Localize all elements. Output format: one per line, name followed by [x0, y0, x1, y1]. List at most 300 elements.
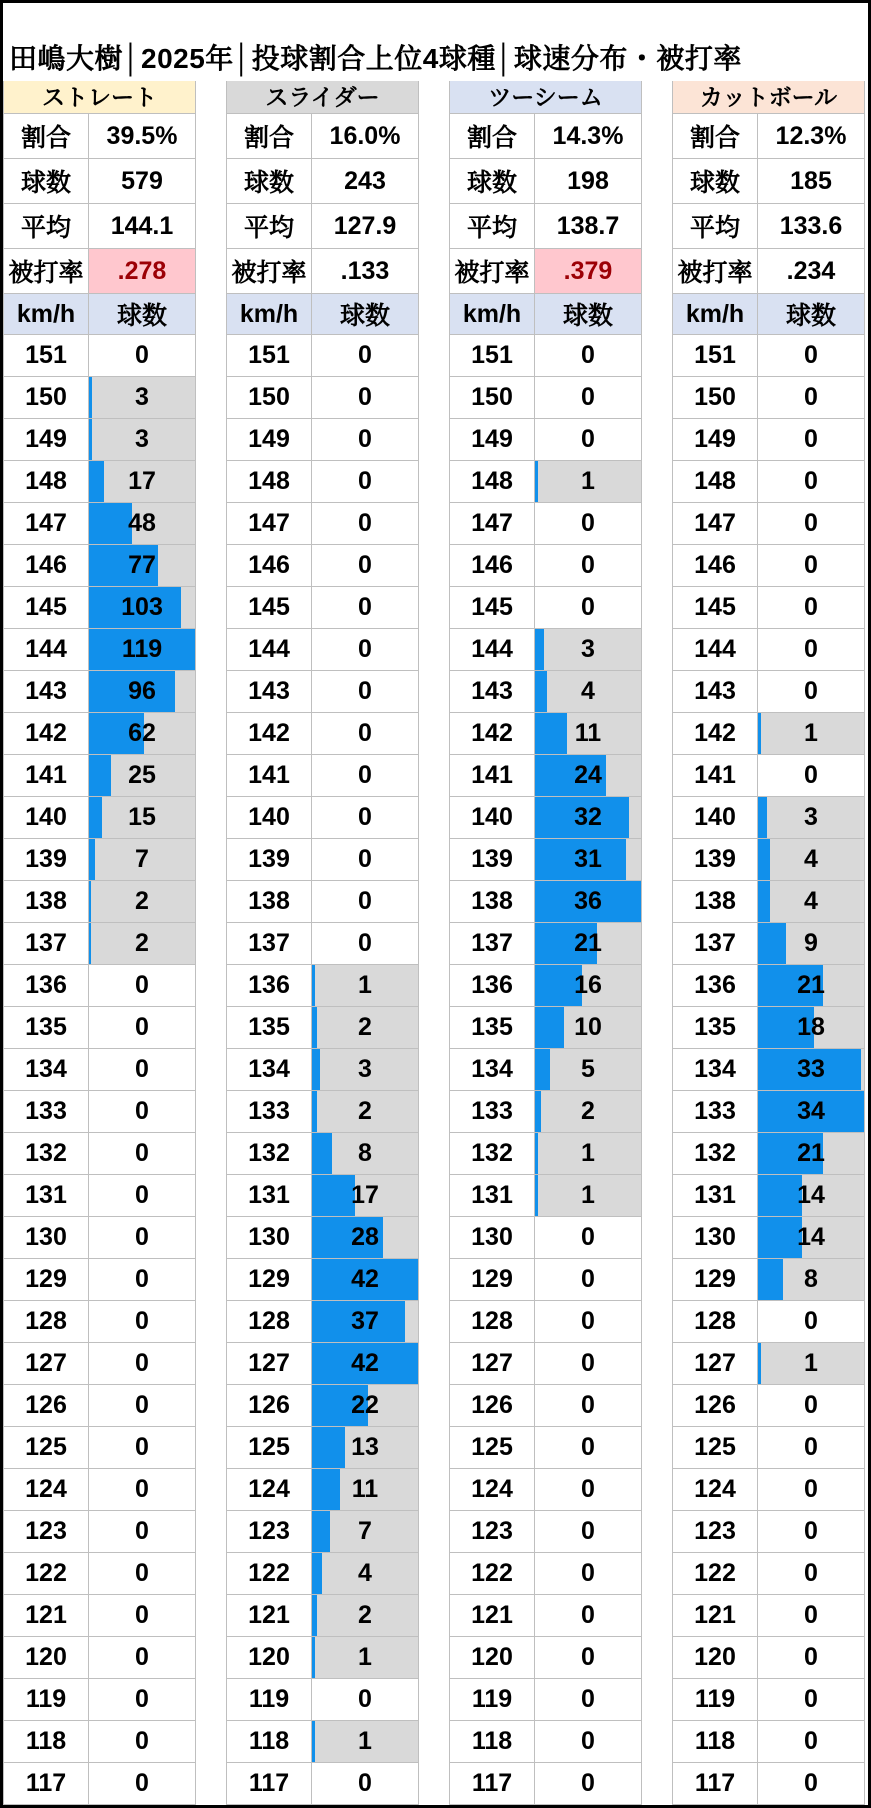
count-value: 0: [358, 593, 372, 621]
speed-cell: 128: [4, 1301, 89, 1343]
speed-cell: 123: [673, 1511, 758, 1553]
speed-row: [227, 839, 418, 881]
count-value: 0: [135, 1013, 149, 1041]
speed-cell: 137: [4, 923, 89, 965]
count-cell: [89, 545, 195, 587]
speed-row: [227, 755, 418, 797]
speed-cell: 134: [227, 1049, 312, 1091]
speed-row: [227, 377, 418, 419]
count-cell: [89, 461, 195, 503]
speed-row: [450, 755, 641, 797]
count-cell: [312, 1133, 418, 1175]
speed-cell: 143: [227, 671, 312, 713]
stat-label: 球数: [227, 159, 312, 204]
count-bar: [89, 755, 111, 796]
speed-row: [227, 629, 418, 671]
count-value: 0: [804, 677, 818, 705]
speed-cell: 123: [227, 1511, 312, 1553]
count-bar: [312, 1427, 345, 1468]
speed-cell: 128: [227, 1301, 312, 1343]
stat-row: [4, 204, 195, 249]
speed-cell: 148: [4, 461, 89, 503]
count-value: 10: [574, 1013, 602, 1041]
speed-cell: 132: [4, 1133, 89, 1175]
speed-cell: 147: [450, 503, 535, 545]
stat-value: .133: [312, 249, 418, 294]
speed-cell: 136: [450, 965, 535, 1007]
count-bar: [89, 797, 102, 838]
speed-cell: 126: [673, 1385, 758, 1427]
count-value: 21: [797, 971, 825, 999]
speed-row: [227, 1469, 418, 1511]
stat-value: .278: [89, 249, 195, 294]
speed-cell: 122: [673, 1553, 758, 1595]
speed-row: [227, 1721, 418, 1763]
speed-row: [227, 1007, 418, 1049]
speed-row: [450, 881, 641, 923]
speed-cell: 145: [450, 587, 535, 629]
speed-cell: 148: [227, 461, 312, 503]
count-value: 2: [358, 1013, 372, 1041]
count-value: 2: [581, 1097, 595, 1125]
count-value: 0: [581, 1265, 595, 1293]
speed-cell: 138: [4, 881, 89, 923]
count-cell: [535, 881, 641, 923]
speed-row: [450, 545, 641, 587]
speed-cell: 138: [227, 881, 312, 923]
speed-row: [450, 629, 641, 671]
count-value: 0: [135, 1097, 149, 1125]
count-value: 0: [581, 1559, 595, 1587]
count-value: 0: [581, 1517, 595, 1545]
count-bar: [758, 713, 761, 754]
speed-cell: 119: [4, 1679, 89, 1721]
count-cell: [89, 1595, 195, 1637]
speed-cell: 128: [673, 1301, 758, 1343]
count-cell: [758, 1469, 864, 1511]
speed-row: [4, 797, 195, 839]
stat-value: .234: [758, 249, 864, 294]
speed-cell: 135: [227, 1007, 312, 1049]
speed-row: [673, 1007, 864, 1049]
stat-value: 144.1: [89, 204, 195, 249]
pitch-table: [226, 81, 419, 1806]
count-cell: [535, 1763, 641, 1805]
speed-cell: 142: [450, 713, 535, 755]
count-value: 0: [581, 383, 595, 411]
count-cell: [89, 839, 195, 881]
stat-label: 割合: [227, 114, 312, 159]
speed-row: [450, 1469, 641, 1511]
count-value: 0: [804, 425, 818, 453]
count-cell: [89, 923, 195, 965]
speed-row: [450, 923, 641, 965]
count-value: 2: [135, 929, 149, 957]
speed-cell: 142: [4, 713, 89, 755]
stat-label: 平均: [227, 204, 312, 249]
count-bar: [312, 965, 315, 1006]
count-bar: [89, 419, 92, 460]
count-bar: [758, 1175, 802, 1216]
count-value: 8: [358, 1139, 372, 1167]
count-cell: [758, 1175, 864, 1217]
stat-value: 579: [89, 159, 195, 204]
count-value: 0: [135, 1559, 149, 1587]
count-cell: [89, 965, 195, 1007]
count-value: 0: [135, 1181, 149, 1209]
speed-cell: 122: [450, 1553, 535, 1595]
count-cell: [89, 755, 195, 797]
count-cell: [312, 419, 418, 461]
speed-cell: 141: [4, 755, 89, 797]
count-cell: [89, 671, 195, 713]
speed-cell: 145: [227, 587, 312, 629]
speed-cell: 120: [227, 1637, 312, 1679]
count-value: 14: [797, 1181, 825, 1209]
count-value: 0: [135, 1307, 149, 1335]
speed-cell: 123: [4, 1511, 89, 1553]
speed-cell: 120: [450, 1637, 535, 1679]
speed-row: [227, 419, 418, 461]
count-value: 0: [358, 635, 372, 663]
pitch-tables: [3, 81, 868, 1806]
count-cell: [89, 1343, 195, 1385]
stat-value: 198: [535, 159, 641, 204]
speed-cell: 134: [450, 1049, 535, 1091]
speed-row: [673, 419, 864, 461]
count-cell: [535, 1511, 641, 1553]
count-value: 0: [135, 1517, 149, 1545]
count-cell: [89, 503, 195, 545]
count-value: 4: [804, 887, 818, 915]
stat-value: 243: [312, 159, 418, 204]
count-value: 1: [804, 719, 818, 747]
speed-row: [227, 965, 418, 1007]
count-cell: [89, 1385, 195, 1427]
speed-row: [450, 1217, 641, 1259]
speed-cell: 141: [450, 755, 535, 797]
count-cell: [758, 629, 864, 671]
speed-row: [227, 461, 418, 503]
speed-cell: 133: [227, 1091, 312, 1133]
speed-row: [4, 1679, 195, 1721]
count-bar: [758, 1259, 783, 1300]
speed-row: [4, 1007, 195, 1049]
count-cell: [312, 713, 418, 755]
count-bar: [89, 881, 91, 922]
count-value: 103: [121, 593, 163, 621]
stat-row: [450, 249, 641, 294]
speed-cell: 135: [673, 1007, 758, 1049]
speed-cell: 118: [4, 1721, 89, 1763]
count-cell: [535, 1175, 641, 1217]
speed-row: [4, 1427, 195, 1469]
stat-row: [450, 159, 641, 204]
speed-cell: 142: [673, 713, 758, 755]
count-value: 1: [358, 971, 372, 999]
count-value: 0: [804, 1307, 818, 1335]
speed-cell: 141: [673, 755, 758, 797]
speed-cell: 129: [4, 1259, 89, 1301]
stat-row: [450, 204, 641, 249]
pitch-name-header: カットボール: [673, 81, 864, 114]
speed-cell: 129: [450, 1259, 535, 1301]
count-cell: [312, 1259, 418, 1301]
count-bar: [535, 461, 538, 502]
speed-row: [4, 545, 195, 587]
speed-row: [4, 755, 195, 797]
count-cell: [758, 1091, 864, 1133]
speed-row: [450, 1091, 641, 1133]
count-cell: [758, 965, 864, 1007]
count-value: 0: [135, 1433, 149, 1461]
count-value: 0: [135, 1769, 149, 1797]
count-cell: [89, 1217, 195, 1259]
speed-cell: 144: [450, 629, 535, 671]
count-cell: [758, 1385, 864, 1427]
count-value: 0: [804, 1433, 818, 1461]
count-bar: [758, 1217, 802, 1258]
count-cell: [312, 629, 418, 671]
count-cell: [535, 1259, 641, 1301]
count-value: 0: [804, 1685, 818, 1713]
count-value: 0: [804, 1643, 818, 1671]
speed-row: [673, 1217, 864, 1259]
speed-row: [673, 1343, 864, 1385]
speed-cell: 122: [4, 1553, 89, 1595]
count-value: 3: [135, 425, 149, 453]
count-cell: [89, 1091, 195, 1133]
speed-cell: 119: [227, 1679, 312, 1721]
stat-row: [227, 159, 418, 204]
speed-row: [450, 1049, 641, 1091]
count-value: 3: [581, 635, 595, 663]
count-cell: [89, 797, 195, 839]
count-value: 0: [135, 1727, 149, 1755]
count-value: 0: [804, 635, 818, 663]
speed-row: [227, 1301, 418, 1343]
speed-cell: 125: [673, 1427, 758, 1469]
count-value: 0: [804, 509, 818, 537]
count-value: 1: [804, 1349, 818, 1377]
count-bar: [89, 503, 132, 544]
speed-cell: 129: [673, 1259, 758, 1301]
speed-row: [673, 839, 864, 881]
speed-row: [227, 1385, 418, 1427]
stat-row: [4, 114, 195, 159]
speed-cell: 117: [4, 1763, 89, 1805]
speed-row: [4, 1511, 195, 1553]
speed-cell: 117: [673, 1763, 758, 1805]
speed-cell: 124: [673, 1469, 758, 1511]
count-value: 3: [804, 803, 818, 831]
count-value: 37: [351, 1307, 379, 1335]
stat-row: [4, 249, 195, 294]
speed-cell: 118: [450, 1721, 535, 1763]
speed-cell: 149: [673, 419, 758, 461]
speed-row: [227, 1259, 418, 1301]
count-bar: [312, 1091, 317, 1132]
count-cell: [535, 545, 641, 587]
count-value: 0: [358, 845, 372, 873]
speed-row: [4, 713, 195, 755]
count-cell: [758, 1259, 864, 1301]
kmh-header-row: [4, 294, 195, 335]
count-bar: [89, 839, 95, 880]
stat-row: [227, 249, 418, 294]
speed-row: [673, 713, 864, 755]
speed-cell: 120: [673, 1637, 758, 1679]
count-value: 0: [581, 593, 595, 621]
count-cell: [535, 1427, 641, 1469]
count-cell: [312, 1721, 418, 1763]
count-value: 1: [358, 1727, 372, 1755]
count-value: 36: [574, 887, 602, 915]
speed-row: [673, 545, 864, 587]
speed-row: [450, 377, 641, 419]
count-cell: [89, 1721, 195, 1763]
speed-cell: 137: [673, 923, 758, 965]
speed-row: [4, 1553, 195, 1595]
speed-cell: 118: [673, 1721, 758, 1763]
count-cell: [758, 1301, 864, 1343]
count-bar: [312, 1595, 317, 1636]
speed-cell: 146: [227, 545, 312, 587]
count-bar: [89, 923, 91, 964]
stat-label: 球数: [673, 159, 758, 204]
speed-row: [450, 1301, 641, 1343]
speed-row: [673, 461, 864, 503]
count-cell: [312, 1469, 418, 1511]
stat-row: [450, 114, 641, 159]
speed-row: [227, 713, 418, 755]
count-cell: [758, 335, 864, 377]
count-value: 0: [358, 425, 372, 453]
count-bar: [535, 1175, 538, 1216]
stat-value: 39.5%: [89, 114, 195, 159]
count-cell: [312, 881, 418, 923]
speed-cell: 133: [673, 1091, 758, 1133]
count-bar: [535, 1133, 538, 1174]
count-cell: [89, 1427, 195, 1469]
count-cell: [89, 377, 195, 419]
speed-cell: 148: [450, 461, 535, 503]
speed-row: [227, 1175, 418, 1217]
count-bar: [89, 461, 104, 502]
speed-row: [673, 629, 864, 671]
speed-cell: 136: [227, 965, 312, 1007]
speed-row: [4, 419, 195, 461]
speed-row: [673, 587, 864, 629]
speed-cell: 130: [450, 1217, 535, 1259]
count-cell: [312, 1175, 418, 1217]
count-cell: [312, 1091, 418, 1133]
count-value: 0: [804, 1517, 818, 1545]
count-value: 32: [574, 803, 602, 831]
count-cell: [535, 503, 641, 545]
speed-cell: 137: [450, 923, 535, 965]
count-cell: [89, 1301, 195, 1343]
speed-row: [4, 1091, 195, 1133]
speed-cell: 127: [4, 1343, 89, 1385]
speed-cell: 128: [450, 1301, 535, 1343]
speed-cell: 147: [673, 503, 758, 545]
speed-cell: 149: [450, 419, 535, 461]
count-cell: [535, 671, 641, 713]
count-value: 0: [135, 1265, 149, 1293]
count-value: 0: [581, 1643, 595, 1671]
count-cell: [758, 545, 864, 587]
speed-row: [4, 1595, 195, 1637]
speed-cell: 121: [450, 1595, 535, 1637]
count-header-cell: 球数: [758, 294, 864, 335]
speed-row: [4, 1133, 195, 1175]
speed-cell: 118: [227, 1721, 312, 1763]
count-bar: [535, 713, 567, 754]
count-bar: [312, 1133, 332, 1174]
count-cell: [312, 377, 418, 419]
stat-label: 平均: [4, 204, 89, 249]
count-cell: [535, 1721, 641, 1763]
speed-row: [227, 1049, 418, 1091]
count-value: 4: [358, 1559, 372, 1587]
count-value: 0: [581, 1727, 595, 1755]
speed-cell: 150: [227, 377, 312, 419]
count-cell: [312, 1679, 418, 1721]
speed-cell: 119: [673, 1679, 758, 1721]
speed-row: [450, 1721, 641, 1763]
stat-row: [4, 159, 195, 204]
count-header-cell: 球数: [312, 294, 418, 335]
speed-cell: 117: [450, 1763, 535, 1805]
speed-row: [450, 1133, 641, 1175]
count-value: 0: [581, 1769, 595, 1797]
speed-cell: 125: [4, 1427, 89, 1469]
count-value: 0: [135, 1349, 149, 1377]
count-value: 17: [351, 1181, 379, 1209]
count-value: 0: [135, 1391, 149, 1419]
count-cell: [89, 1679, 195, 1721]
count-value: 0: [581, 551, 595, 579]
count-cell: [535, 1595, 641, 1637]
count-value: 0: [804, 761, 818, 789]
count-cell: [312, 1595, 418, 1637]
count-bar: [312, 1553, 322, 1594]
count-value: 0: [581, 1391, 595, 1419]
count-value: 4: [581, 677, 595, 705]
speed-cell: 151: [450, 335, 535, 377]
speed-cell: 134: [4, 1049, 89, 1091]
count-cell: [89, 1175, 195, 1217]
speed-row: [673, 1301, 864, 1343]
pitch-table: [672, 81, 865, 1806]
stat-label: 被打率: [4, 249, 89, 294]
kmh-header-cell: km/h: [673, 294, 758, 335]
speed-cell: 127: [673, 1343, 758, 1385]
count-cell: [535, 419, 641, 461]
count-header-cell: 球数: [535, 294, 641, 335]
speed-cell: 132: [673, 1133, 758, 1175]
count-cell: [535, 1385, 641, 1427]
count-cell: [758, 1721, 864, 1763]
speed-cell: 132: [227, 1133, 312, 1175]
speed-cell: 140: [673, 797, 758, 839]
count-cell: [758, 1217, 864, 1259]
speed-cell: 149: [4, 419, 89, 461]
speed-row: [4, 839, 195, 881]
speed-cell: 139: [450, 839, 535, 881]
count-value: 0: [581, 1685, 595, 1713]
